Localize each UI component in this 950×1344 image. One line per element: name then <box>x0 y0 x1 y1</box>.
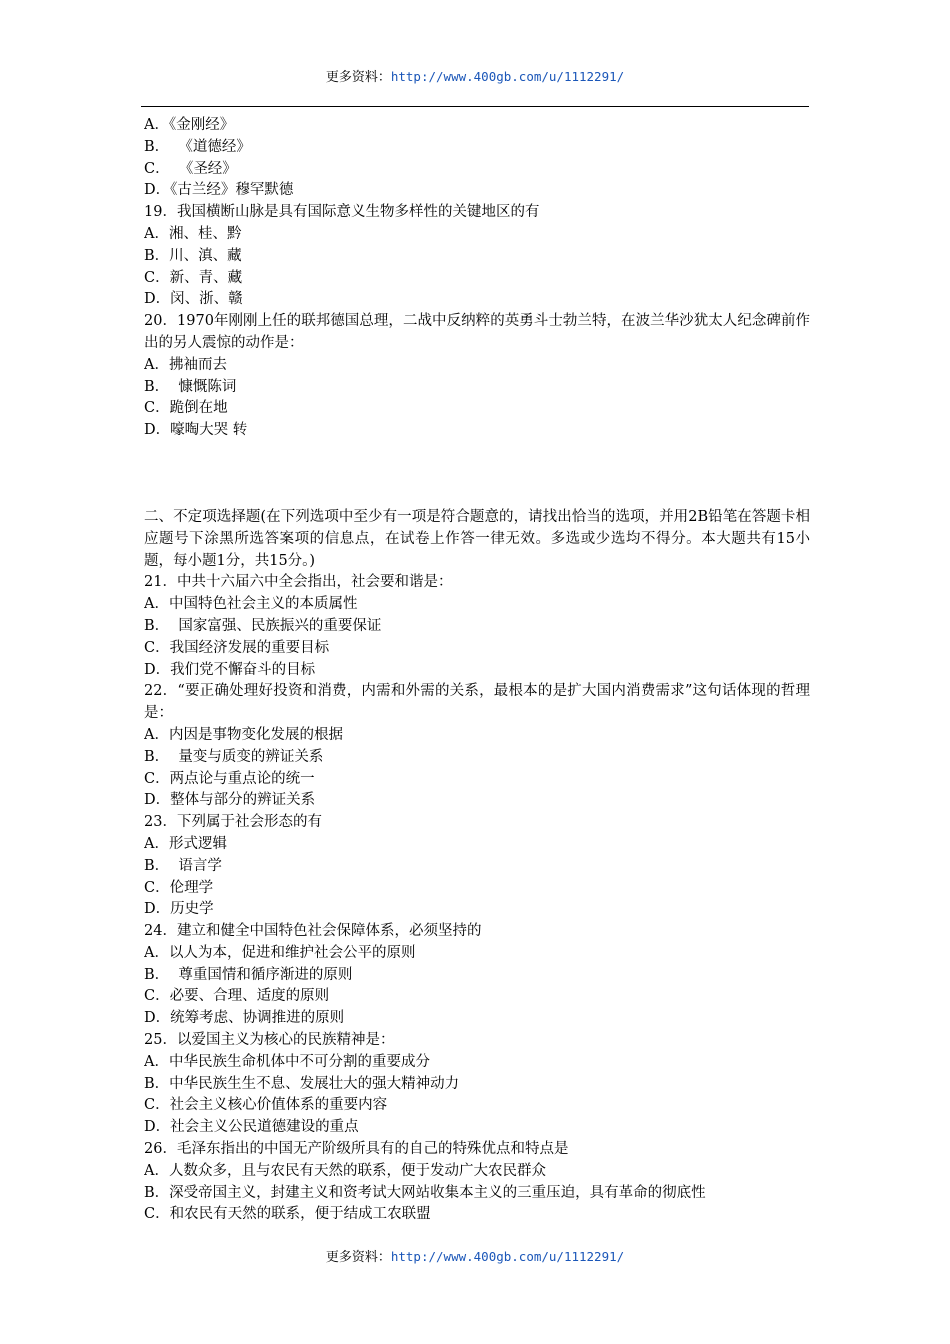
header-label: 更多资料： <box>325 70 391 85</box>
option-line: B． 《道德经》 <box>144 138 251 155</box>
question-19-stem: 19．我国横断山脉是具有国际意义生物多样性的关键地区的有 <box>144 204 540 221</box>
header-url-link[interactable]: http://www.400gb.com/u/1112291/ <box>390 69 625 84</box>
question-24-stem: 24．建立和健全中国特色社会保障体系，必须坚持的 <box>144 923 482 940</box>
option-line: C．必要、合理、适度的原则 <box>144 988 330 1005</box>
option-line: C．社会主义核心价值体系的重要内容 <box>144 1097 388 1114</box>
option-line: C．两点论与重点论的统一 <box>144 770 315 787</box>
option-line: C．新、青、藏 <box>144 269 243 286</box>
option-line: D．历史学 <box>144 901 214 918</box>
document-body <box>144 115 810 1226</box>
option-line: D．社会主义公民道德建设的重点 <box>144 1119 359 1136</box>
option-line: D．闵、浙、赣 <box>144 291 243 308</box>
option-line: D．我们党不懈奋斗的目标 <box>144 661 316 678</box>
option-line: C．我国经济发展的重要目标 <box>144 639 330 656</box>
option-line: A．拂袖而去 <box>144 356 227 373</box>
option-line: B．深受帝国主义，封建主义和资考试大网站收集本主义的三重压迫，具有革命的彻底性 <box>144 1184 706 1201</box>
option-line: B． 语言学 <box>144 857 222 874</box>
footer-url-link[interactable]: http://www.400gb.com/u/1112291/ <box>390 1249 625 1264</box>
option-line: A．中华民族生命机体中不可分割的重要成分 <box>144 1053 430 1070</box>
option-line: B． 尊重国情和循序渐进的原则 <box>144 966 353 983</box>
option-line: A．《金刚经》 <box>144 117 235 133</box>
option-line: A．中国特色社会主义的本质属性 <box>144 596 358 613</box>
question-26-stem: 26．毛泽东指出的中国无产阶级所具有的自己的特殊优点和特点是 <box>144 1141 569 1158</box>
option-line: A．内因是事物变化发展的根据 <box>144 726 343 743</box>
option-line: B． 量变与质变的辨证关系 <box>144 748 324 765</box>
question-21-stem: 21．中共十六届六中全会指出，社会要和谐是： <box>144 574 453 591</box>
option-line: C．跪倒在地 <box>144 400 228 417</box>
option-line: D．嚎啕大哭 转 <box>144 422 248 439</box>
option-line: A．湘、桂、黔 <box>144 225 242 242</box>
option-line: A．人数众多，且与农民有天然的联系，便于发动广大农民群众 <box>144 1162 546 1179</box>
option-line: B．中华民族生生不息、发展壮大的强大精神动力 <box>144 1075 460 1092</box>
footer-label: 更多资料： <box>325 1250 391 1265</box>
question-23-stem: 23．下列属于社会形态的有 <box>144 814 322 831</box>
section-2-intro: 二、不定项选择题(在下列选项中至少有一项是符合题意的，请找出恰当的选项，并用2B铅笔在答题卡相应题号下涂黑所选答案项的信息点，在试卷上作答一律无效。多选或少选均不得分。本大题共有15小题，每小题1分，共15分。) <box>144 508 810 569</box>
question-22-stem: 22．“要正确处理好投资和消费，内需和外需的关系，最根本的是扩大国内消费需求”这句话体现的哲理是： <box>144 683 810 722</box>
header-divider <box>141 106 809 107</box>
option-line: C．伦理学 <box>144 879 214 896</box>
option-line: D．统筹考虑、协调推进的原则 <box>144 1010 345 1027</box>
option-line: C． 《圣经》 <box>144 160 237 177</box>
option-line: D．整体与部分的辨证关系 <box>144 792 316 809</box>
option-line: C．和农民有天然的联系，便于结成工农联盟 <box>144 1206 431 1223</box>
option-line: D．《古兰经》穆罕默德 <box>144 182 294 199</box>
page-header <box>0 68 950 87</box>
option-line: B． 慷慨陈词 <box>144 378 237 395</box>
option-line: B．川、滇、藏 <box>144 247 242 264</box>
option-line: B． 国家富强、民族振兴的重要保证 <box>144 617 382 634</box>
question-25-stem: 25．以爱国主义为核心的民族精神是： <box>144 1032 395 1049</box>
page-footer <box>0 1248 950 1267</box>
section-spacer <box>144 442 810 507</box>
option-line: A．以人为本，促进和维护社会公平的原则 <box>144 944 416 961</box>
question-20-stem: 20．1970年刚刚上任的联邦德国总理，二战中反纳粹的英勇斗士勃兰特，在波兰华沙犹太人纪念碑前作出的另人震惊的动作是： <box>144 313 810 351</box>
option-line: A．形式逻辑 <box>144 835 227 852</box>
